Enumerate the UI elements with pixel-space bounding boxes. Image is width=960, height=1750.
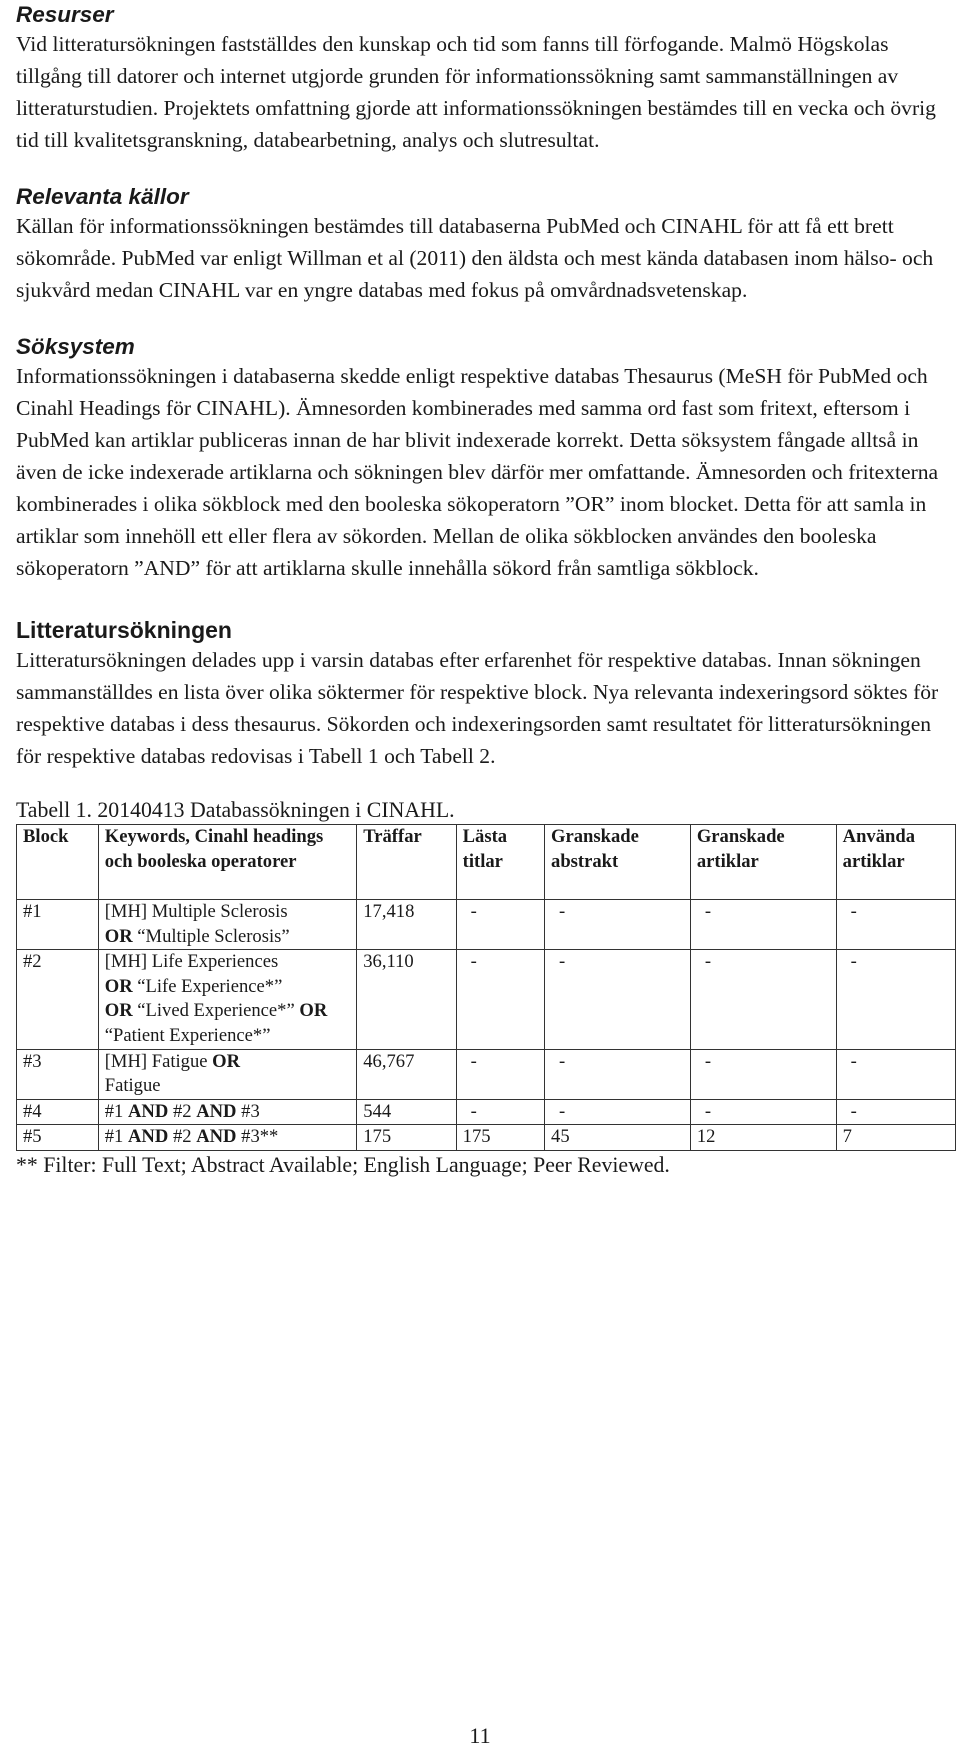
cell-abstrakt: - xyxy=(545,1099,691,1125)
cell-keywords xyxy=(98,1049,357,1099)
keyword-term: “Lived Experience*” xyxy=(137,1000,295,1022)
cell-keywords xyxy=(98,1099,357,1125)
keyword-term: #1 xyxy=(104,1100,124,1122)
cell-artiklar: - xyxy=(690,900,836,950)
keyword-term: Fatigue xyxy=(104,1075,161,1097)
operator-and: AND xyxy=(196,1126,237,1148)
keyword-term: #3** xyxy=(241,1126,279,1148)
cell-traffar: 17,418 xyxy=(357,900,456,950)
keyword-term: [MH] Fatigue xyxy=(104,1050,208,1072)
keyword-term: #2 xyxy=(172,1126,192,1148)
cell-artiklar: - xyxy=(690,1049,836,1099)
paragraph-relevanta-kallor: Källan för informationssökningen bestämdes till databaserna PubMed och CINAHL för att få ett brett sökområde. PubMed var enligt Willman et al (2011) den äldsta och mest kända databasen inom hälso- och sjukvård medan CINAHL var en yngre databas med fokus på omvårdnadsvetenskap. xyxy=(16,214,934,302)
operator-and: AND xyxy=(127,1126,169,1148)
cell-lasta: 175 xyxy=(456,1125,544,1151)
table-caption: Tabell 1. 20140413 Databassökningen i CINAHL. xyxy=(16,798,455,822)
keyword-term: “Patient Experience*” xyxy=(104,1024,271,1046)
cell-abstrakt: - xyxy=(545,1049,691,1099)
cell-anvanda: - xyxy=(836,1099,955,1125)
cell-anvanda: - xyxy=(836,900,955,950)
operator-or: OR xyxy=(299,1000,328,1022)
heading-soksystem: Söksystem xyxy=(16,334,135,359)
cell-artiklar: - xyxy=(690,1099,836,1125)
cell-anvanda: - xyxy=(836,950,955,1049)
header-block: Block xyxy=(17,825,99,900)
cell-traffar: 46,767 xyxy=(357,1049,456,1099)
cell-block: #1 xyxy=(17,900,99,950)
cell-abstrakt: - xyxy=(545,900,691,950)
keyword-term: #1 xyxy=(104,1126,124,1148)
cell-lasta: - xyxy=(456,1099,544,1125)
cell-traffar: 36,110 xyxy=(357,950,456,1049)
cell-keywords xyxy=(98,950,357,1049)
heading-relevanta-kallor: Relevanta källor xyxy=(16,184,189,209)
cell-abstrakt: 45 xyxy=(545,1125,691,1151)
operator-and: AND xyxy=(196,1100,237,1122)
cell-keywords xyxy=(98,900,357,950)
table-row xyxy=(17,1099,956,1125)
header-keywords: Keywords, Cinahl headings och booleska operatorer xyxy=(98,825,357,900)
cell-anvanda: - xyxy=(836,1049,955,1099)
keyword-term: #3 xyxy=(241,1100,260,1122)
table-row xyxy=(17,900,956,950)
header-granskade-abstrakt: Granskade abstrakt xyxy=(545,825,691,900)
cell-lasta: - xyxy=(456,1049,544,1099)
search-table-cinahl xyxy=(16,824,956,1151)
paragraph-soksystem: Informationssökningen i databaserna skedde enligt respektive databas Thesaurus (MeSH för PubMed och Cinahl Headings för CINAHL). Ämnesorden kombinerades med samma ord fast som fritext, eftersom i PubMed kan artiklar publiceras innan de har blivit indexerade korrekt. Detta söksystem fångade alltså in även de icke indexerade artiklarna och sökningen blev därför mer omfattande. Ämnesorden och fritexterna kombinerades i olika sökblock med den booleska sökoperatorn ”OR” inom blocket. Detta för att samla in artiklar som innehöll ett eller flera av sökorden. Mellan de olika sökblocken användes den booleska sökoperatorn ”AND” för att artiklarna skulle innehålla sökord från samtliga sökblock. xyxy=(16,364,939,580)
cell-anvanda: 7 xyxy=(836,1125,955,1151)
header-lasta-titlar: Lästa titlar xyxy=(456,825,544,900)
table-row xyxy=(17,950,956,1049)
cell-block: #3 xyxy=(17,1049,99,1099)
cell-block: #5 xyxy=(17,1125,99,1151)
header-anvanda-artiklar: Använda artiklar xyxy=(836,825,955,900)
cell-block: #4 xyxy=(17,1099,99,1125)
operator-or: OR xyxy=(104,1000,133,1022)
operator-or: OR xyxy=(104,975,133,997)
keyword-term: [MH] Multiple Sclerosis xyxy=(104,901,288,922)
cell-block: #2 xyxy=(17,950,99,1049)
cell-abstrakt: - xyxy=(545,950,691,1049)
cell-keywords xyxy=(98,1125,357,1151)
keyword-term: “Life Experience*” xyxy=(137,975,283,997)
cell-traffar: 544 xyxy=(357,1099,456,1125)
heading-litteratursokningen: Litteratursökningen xyxy=(16,617,232,643)
cell-artiklar: - xyxy=(690,950,836,1049)
table-row xyxy=(17,1125,956,1151)
heading-resurser: Resurser xyxy=(16,2,114,27)
paragraph-resurser: Vid litteratursökningen fastställdes den kunskap och tid som fanns till förfogande. Malmö Högskolas tillgång till datorer och internet utgjorde grunden för informationssökning samt sammanställningen av litteraturstudien. Projektets omfattning gjorde att informationssökningen bestämdes till en vecka och övrig tid till kvalitetsgranskning, databearbetning, analys och slutresultat. xyxy=(16,32,936,152)
header-granskade-artiklar: Granskade artiklar xyxy=(690,825,836,900)
document-page xyxy=(16,0,946,1179)
operator-and: AND xyxy=(127,1100,169,1122)
keyword-term: #2 xyxy=(172,1100,192,1122)
page-number: 11 xyxy=(469,1723,491,1748)
cell-lasta: - xyxy=(456,950,544,1049)
cell-artiklar: 12 xyxy=(690,1125,836,1151)
table-header-row xyxy=(17,825,956,900)
table-footnote: ** Filter: Full Text; Abstract Available; English Language; Peer Reviewed. xyxy=(16,1152,670,1177)
paragraph-litteratursokningen: Litteratursökningen delades upp i varsin databas efter erfarenhet för respektive databas. Innan sökningen sammanställdes en lista över olika söktermer för respektive block. Nya relevanta indexeringsord söktes för respektive databas i dess thesaurus. Sökorden och indexeringsorden samt resultatet för litteratursökningen för respektive databas redovisas i Tabell 1 och Tabell 2. xyxy=(16,648,939,768)
operator-or: OR xyxy=(104,925,133,947)
operator-or: OR xyxy=(212,1050,241,1072)
cell-lasta: - xyxy=(456,900,544,950)
table-row xyxy=(17,1049,956,1099)
cell-traffar: 175 xyxy=(357,1125,456,1151)
keyword-term: [MH] Life Experiences xyxy=(104,951,279,973)
keyword-term: “Multiple Sclerosis” xyxy=(137,925,290,947)
header-traffar: Träffar xyxy=(357,825,456,900)
